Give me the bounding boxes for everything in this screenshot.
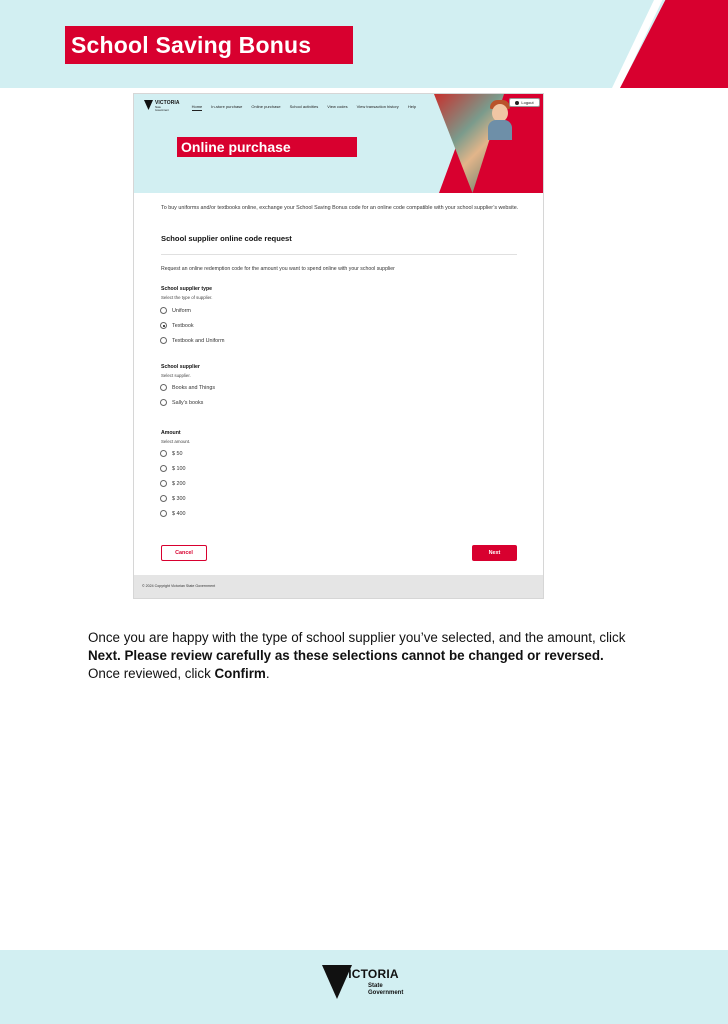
instructions-line1: Once you are happy with the type of school supplier you’ve selected, and the amount, click xyxy=(88,630,626,645)
radio-textbook[interactable] xyxy=(160,322,194,329)
site-footer-copyright: © 2024 Copyright Victorian State Government xyxy=(134,575,543,598)
request-text: Request an online redemption code for the amount you want to spend online with your school supplier xyxy=(161,266,395,272)
nav-home[interactable]: Home xyxy=(191,103,203,109)
radio-amount-200[interactable] xyxy=(160,480,186,487)
supplier-label: School supplier xyxy=(161,364,200,370)
logout-button[interactable] xyxy=(509,98,540,107)
nav-school-activities[interactable]: School activities xyxy=(289,103,319,109)
radio-circle[interactable] xyxy=(160,495,167,502)
radio-circle[interactable] xyxy=(160,307,167,314)
radio-circle[interactable] xyxy=(160,450,167,457)
document-footer xyxy=(0,950,728,1024)
instructions-line3-prefix: Once reviewed, click xyxy=(88,666,215,681)
site-banner xyxy=(134,94,543,193)
radio-label: Books and Things xyxy=(172,384,216,391)
next-button[interactable]: Next xyxy=(472,545,517,561)
instructions-warning: Please review carefully as these selections cannot be changed or reversed. xyxy=(120,648,604,663)
nav-view-transaction-history[interactable]: View transaction history xyxy=(356,103,399,109)
radio-label: $ 100 xyxy=(172,465,186,472)
document-header xyxy=(0,0,728,88)
radio-uniform[interactable] xyxy=(160,307,191,314)
radio-label: $ 300 xyxy=(172,495,186,502)
supplier-type-hint: Select the type of supplier. xyxy=(161,295,213,300)
site-nav xyxy=(144,99,425,113)
radio-circle[interactable] xyxy=(160,399,167,406)
cancel-button[interactable]: Cancel xyxy=(161,545,207,561)
victoria-government-logo xyxy=(322,965,404,999)
footer-logo-government: Government xyxy=(368,990,404,996)
radio-textbook-and-uniform[interactable] xyxy=(160,337,224,344)
radio-label: Textbook and Uniform xyxy=(172,337,225,344)
radio-label: $ 50 xyxy=(172,450,183,457)
logo-name: VICTORIA xyxy=(155,100,180,106)
radio-amount-400[interactable] xyxy=(160,510,186,517)
supplier-hint: Select supplier. xyxy=(161,373,191,378)
nav-in-store-purchase[interactable]: In-store purchase xyxy=(211,103,243,109)
photo-child-shirt xyxy=(488,120,512,140)
radio-circle[interactable] xyxy=(160,480,167,487)
logout-label: Logout xyxy=(521,100,534,105)
radio-circle-selected[interactable] xyxy=(160,322,167,329)
radio-circle[interactable] xyxy=(160,384,167,391)
intro-text: To buy uniforms and/or textbooks online, exchange your School Saving Bonus code for an online code compatible with your school supplier’s website. xyxy=(161,205,519,211)
instructions-paragraph xyxy=(88,629,648,683)
logo-sub-government: Government xyxy=(155,109,169,112)
victoria-logo[interactable] xyxy=(144,100,180,112)
radio-circle[interactable] xyxy=(160,510,167,517)
amount-hint: Select amount. xyxy=(161,439,191,444)
supplier-type-label: School supplier type xyxy=(161,286,213,292)
footer-logo-state: State xyxy=(368,983,383,989)
form-divider xyxy=(161,254,517,255)
footer-logo-sub xyxy=(368,983,403,997)
instructions-next: Next. xyxy=(88,648,121,663)
radio-books-and-things[interactable] xyxy=(160,384,215,391)
radio-amount-100[interactable] xyxy=(160,465,186,472)
nav-view-codes[interactable]: View codes xyxy=(327,103,348,109)
radio-circle[interactable] xyxy=(160,465,167,472)
footer-logo-name: VICTORIA xyxy=(340,967,399,981)
instructions-line3-suffix: . xyxy=(265,666,270,681)
form-heading: School supplier online code request xyxy=(161,234,292,243)
nav-online-purchase[interactable]: Online purchase xyxy=(251,103,281,109)
nav-help[interactable]: Help xyxy=(407,103,417,109)
radio-sallys-books[interactable] xyxy=(160,399,203,406)
logo-sub-state: State xyxy=(155,106,161,109)
user-icon xyxy=(515,101,519,105)
victoria-logo-icon xyxy=(144,100,153,110)
radio-amount-50[interactable] xyxy=(160,450,183,457)
radio-label: $ 400 xyxy=(172,510,186,517)
radio-label: Uniform xyxy=(172,307,191,314)
page-title: Online purchase xyxy=(177,137,357,157)
radio-circle[interactable] xyxy=(160,337,167,344)
amount-label: Amount xyxy=(161,430,181,436)
online-purchase-screenshot xyxy=(133,93,544,599)
radio-label: Sally’s books xyxy=(172,399,204,406)
instructions-confirm: Confirm xyxy=(214,666,266,681)
document-title: School Saving Bonus xyxy=(65,26,353,64)
radio-label: $ 200 xyxy=(172,480,186,487)
radio-label: Textbook xyxy=(172,322,194,329)
radio-amount-300[interactable] xyxy=(160,495,186,502)
